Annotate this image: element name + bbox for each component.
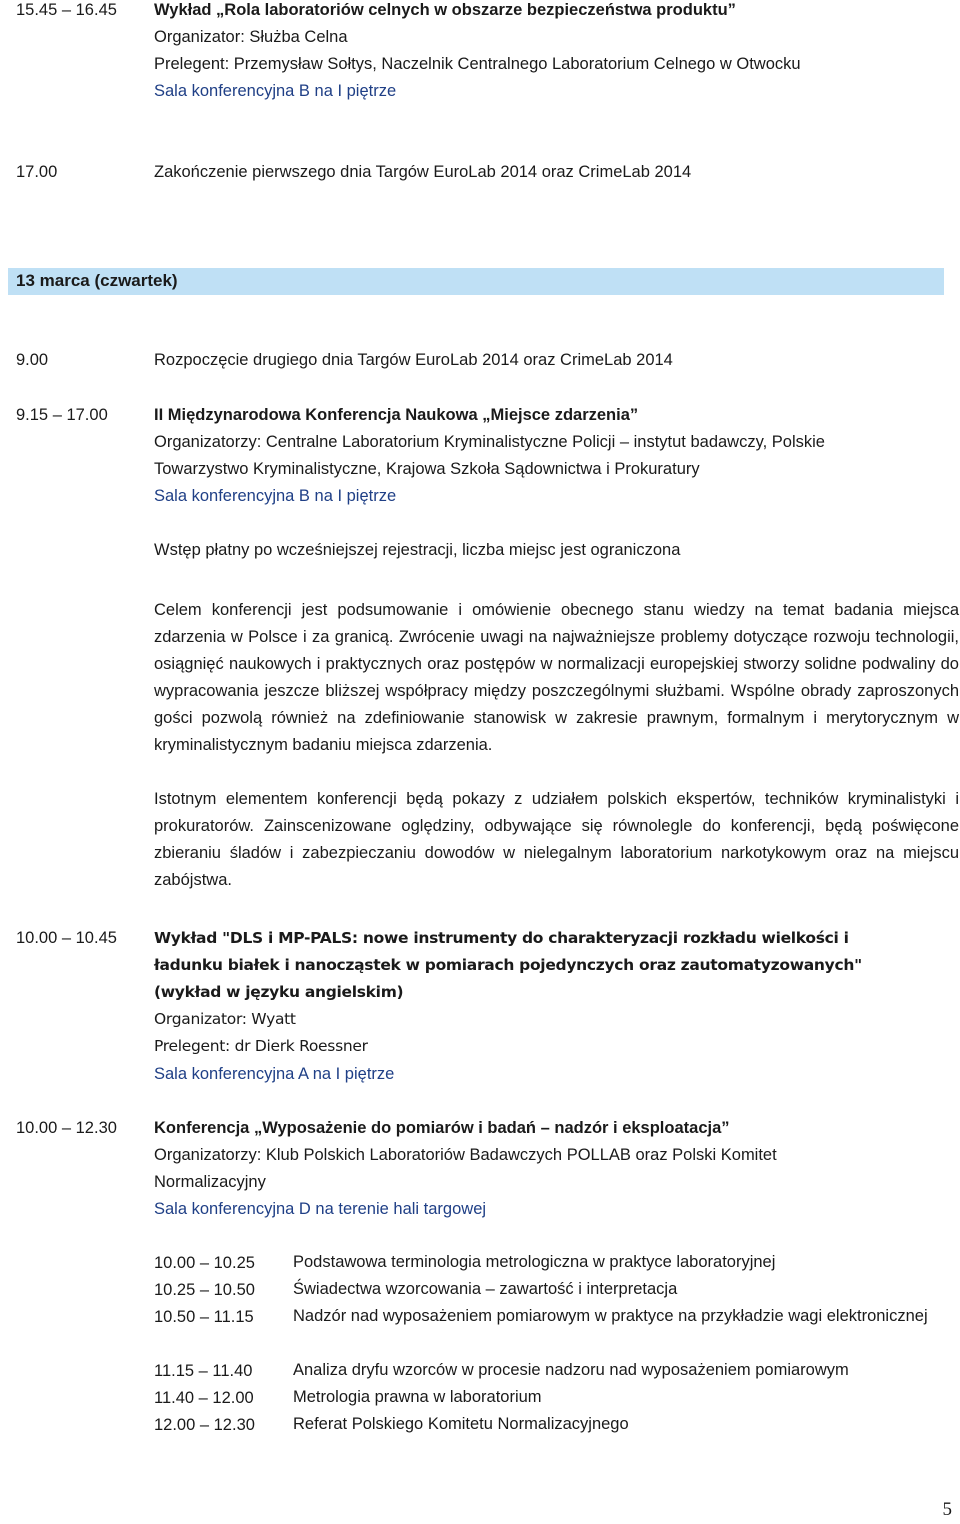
session-title: Referat Polskiego Komitetu Normalizacyjnego (293, 1415, 629, 1433)
organizers-line1-block6: Organizatorzy: Klub Polskich Laboratoriów Badawczych POLLAB oraz Polski Komitet (154, 1146, 777, 1164)
session-time: 10.25 – 10.50 (154, 1281, 255, 1299)
organizer-block5: Organizator: Wyatt (154, 1010, 296, 1028)
session-title: Nadzór nad wyposażeniem pomiarowym w praktyce na przykładzie wagi elektronicznej (293, 1307, 928, 1325)
day-header: 13 marca (czwartek) (16, 271, 178, 290)
conference-description-paragraph1: Celem konferencji jest podsumowanie i omówienie obecnego stanu wiedzy na temat badania miejsca zdarzenia w Polsce i za granicą. Zwrócenie uwagi na najważniejsze problemy dotyczące rozwoju technologii, osiągnięć naukowych i praktycznych oraz postępów w normalizacji europejskiej stworzy solidne podwaliny do wypracowania jeszcze bliższej współpracy między poszczególnymi służbami. Wspólne obrady zaproszonych gości pozwolą również na zdefiniowanie stanowisk w zakresie prawnym, formalnym i merytorycznym w kryminalistycznym badaniu miejsca zdarzenia. (154, 601, 959, 754)
event-title-line1-block5: Wykład "DLS i MP-PALS: nowe instrumenty do charakteryzacji rozkładu wielkości i (154, 929, 849, 947)
session-title: Podstawowa terminologia metrologiczna w praktyce laboratoryjnej (293, 1253, 776, 1271)
session-time: 10.50 – 11.15 (154, 1308, 254, 1326)
event-title-block2: Zakończenie pierwszego dnia Targów EuroLab 2014 oraz CrimeLab 2014 (154, 163, 692, 181)
page-number: 5 (942, 1499, 952, 1520)
event-title-block3: Rozpoczęcie drugiego dnia Targów EuroLab 2014 oraz CrimeLab 2014 (154, 351, 673, 369)
session-time: 11.15 – 11.40 (154, 1362, 253, 1380)
room-block4: Sala konferencyjna B na I piętrze (154, 487, 397, 505)
event-title-line2-block5: ładunku białek i nanocząstek w pomiarach pojedynczych oraz zautomatyzowanych" (154, 956, 862, 974)
time-block2: 17.00 (16, 163, 58, 181)
speaker-block1: Prelegent: Przemysław Sołtys, Naczelnik Centralnego Laboratorium Celnego w Otwocku (154, 55, 801, 73)
event-title-block4: II Międzynarodowa Konferencja Naukowa „Miejsce zdarzenia” (154, 406, 639, 424)
time-block3: 9.00 (16, 351, 49, 369)
day-header-band (8, 268, 944, 295)
event-title-line3-block5: (wykład w języku angielskim) (154, 983, 404, 1001)
event-title-block1: Wykład „Rola laboratoriów celnych w obszarze bezpieczeństwa produktu” (154, 1, 736, 19)
room-block5: Sala konferencyjna A na I piętrze (154, 1065, 395, 1083)
time-block4: 9.15 – 17.00 (16, 406, 108, 424)
event-title-block6: Konferencja „Wyposażenie do pomiarów i badań – nadzór i eksploatacja” (154, 1119, 730, 1137)
organizers-line1-block4: Organizatorzy: Centralne Laboratorium Kryminalistyczne Policji – instytut badawczy, Polskie (154, 433, 825, 451)
session-title: Świadectwa wzorcowania – zawartość i interpretacja (293, 1280, 678, 1298)
room-block1: Sala konferencyjna B na I piętrze (154, 82, 397, 100)
registration-note: Wstęp płatny po wcześniejszej rejestracji, liczba miejsc jest ograniczona (154, 541, 681, 559)
session-title: Analiza dryfu wzorców w procesie nadzoru nad wyposażeniem pomiarowym (293, 1361, 849, 1379)
organizer-block1: Organizator: Służba Celna (154, 28, 348, 46)
speaker-block5: Prelegent: dr Dierk Roessner (154, 1037, 368, 1055)
time-block6: 10.00 – 12.30 (16, 1119, 117, 1137)
organizers-line2-block4: Towarzystwo Kryminalistyczne, Krajowa Szkoła Sądownictwa i Prokuratury (154, 460, 700, 478)
room-block6: Sala konferencyjna D na terenie hali targowej (154, 1200, 487, 1218)
session-title: Metrologia prawna w laboratorium (293, 1388, 542, 1406)
session-time: 12.00 – 12.30 (154, 1416, 255, 1434)
session-time: 11.40 – 12.00 (154, 1389, 254, 1407)
session-time: 10.00 – 10.25 (154, 1254, 255, 1272)
time-block5: 10.00 – 10.45 (16, 929, 117, 947)
organizers-line2-block6: Normalizacyjny (154, 1173, 266, 1191)
time-block1: 15.45 – 16.45 (16, 1, 117, 19)
conference-description-paragraph2: Istotnym elementem konferencji będą pokazy z udziałem polskich ekspertów, techników kryminalistyki i prokuratorów. Zainscenizowane oględziny, odbywające się równolegle do konferencji, będą poświęcone zbieraniu śladów i zabezpieczaniu dowodów w nielegalnym laboratorium narkotykowym oraz na miejscu zabójstwa. (154, 790, 959, 889)
